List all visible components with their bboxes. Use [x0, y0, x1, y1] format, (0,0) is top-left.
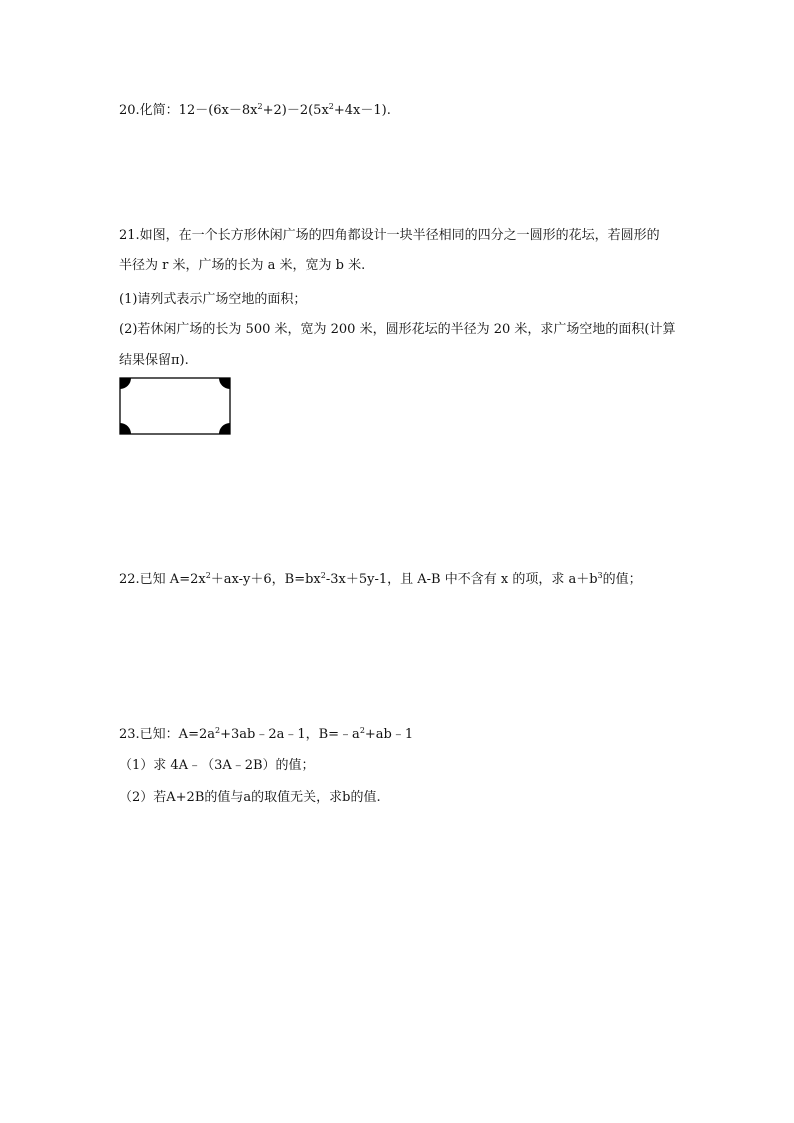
question-21-line2: 半径为 r 米，广场的长为 a 米，宽为 b 米.: [119, 258, 366, 273]
question-23-stem: [119, 725, 413, 745]
question-22: [119, 570, 642, 590]
q22-text: ＋ax-y＋6，B=bx: [210, 572, 321, 587]
q22-exponent: 2: [205, 571, 211, 580]
q20-text: 20.化简：12－(6x－8x: [119, 103, 258, 118]
q23-exponent: 2: [214, 726, 221, 735]
question-21-part1: (1)请列式表示广场空地的面积；: [119, 292, 307, 307]
plaza-rectangle: [120, 378, 230, 434]
q22-exponent: 2: [320, 571, 326, 580]
question-21-line1: 21.如图，在一个长方形休闲广场的四角都设计一块半径相同的四分之一圆形的花坛，若圆形的: [119, 228, 660, 243]
plaza-figure: [119, 377, 231, 435]
q20-exponent: 2: [328, 102, 334, 111]
q23-exponent: 2: [359, 726, 365, 735]
q23-text: +3ab﹣2a﹣1，B=﹣a: [220, 727, 360, 742]
q22-text: -3x＋5y-1，且 A-B 中不含有 x 的项，求 a＋b: [325, 572, 598, 587]
q20-exponent: 2: [257, 102, 263, 111]
q23-text: +ab﹣1: [364, 727, 414, 742]
q20-text: +4x－1).: [333, 103, 391, 118]
question-21-part2-line1: (2)若休闲广场的长为 500 米，宽为 200 米，圆形花坛的半径为 20 米，求广场空地的面积(计算: [119, 322, 676, 337]
question-23-part2: （2）若A+2B的值与a的取值无关，求b的值.: [119, 790, 381, 805]
question-21-part2-line2: 结果保留π).: [119, 353, 189, 368]
q22-text: 22.已知 A=2x: [119, 572, 206, 587]
question-20: [119, 101, 391, 121]
q22-exponent: 3: [597, 571, 603, 580]
question-23-part1: （1）求 4A﹣（3A﹣2B）的值；: [119, 758, 315, 773]
q22-text: 的值；: [602, 572, 642, 587]
q20-text: +2)－2(5x: [262, 103, 329, 118]
q23-text: 23.已知：A=2a: [119, 727, 215, 742]
